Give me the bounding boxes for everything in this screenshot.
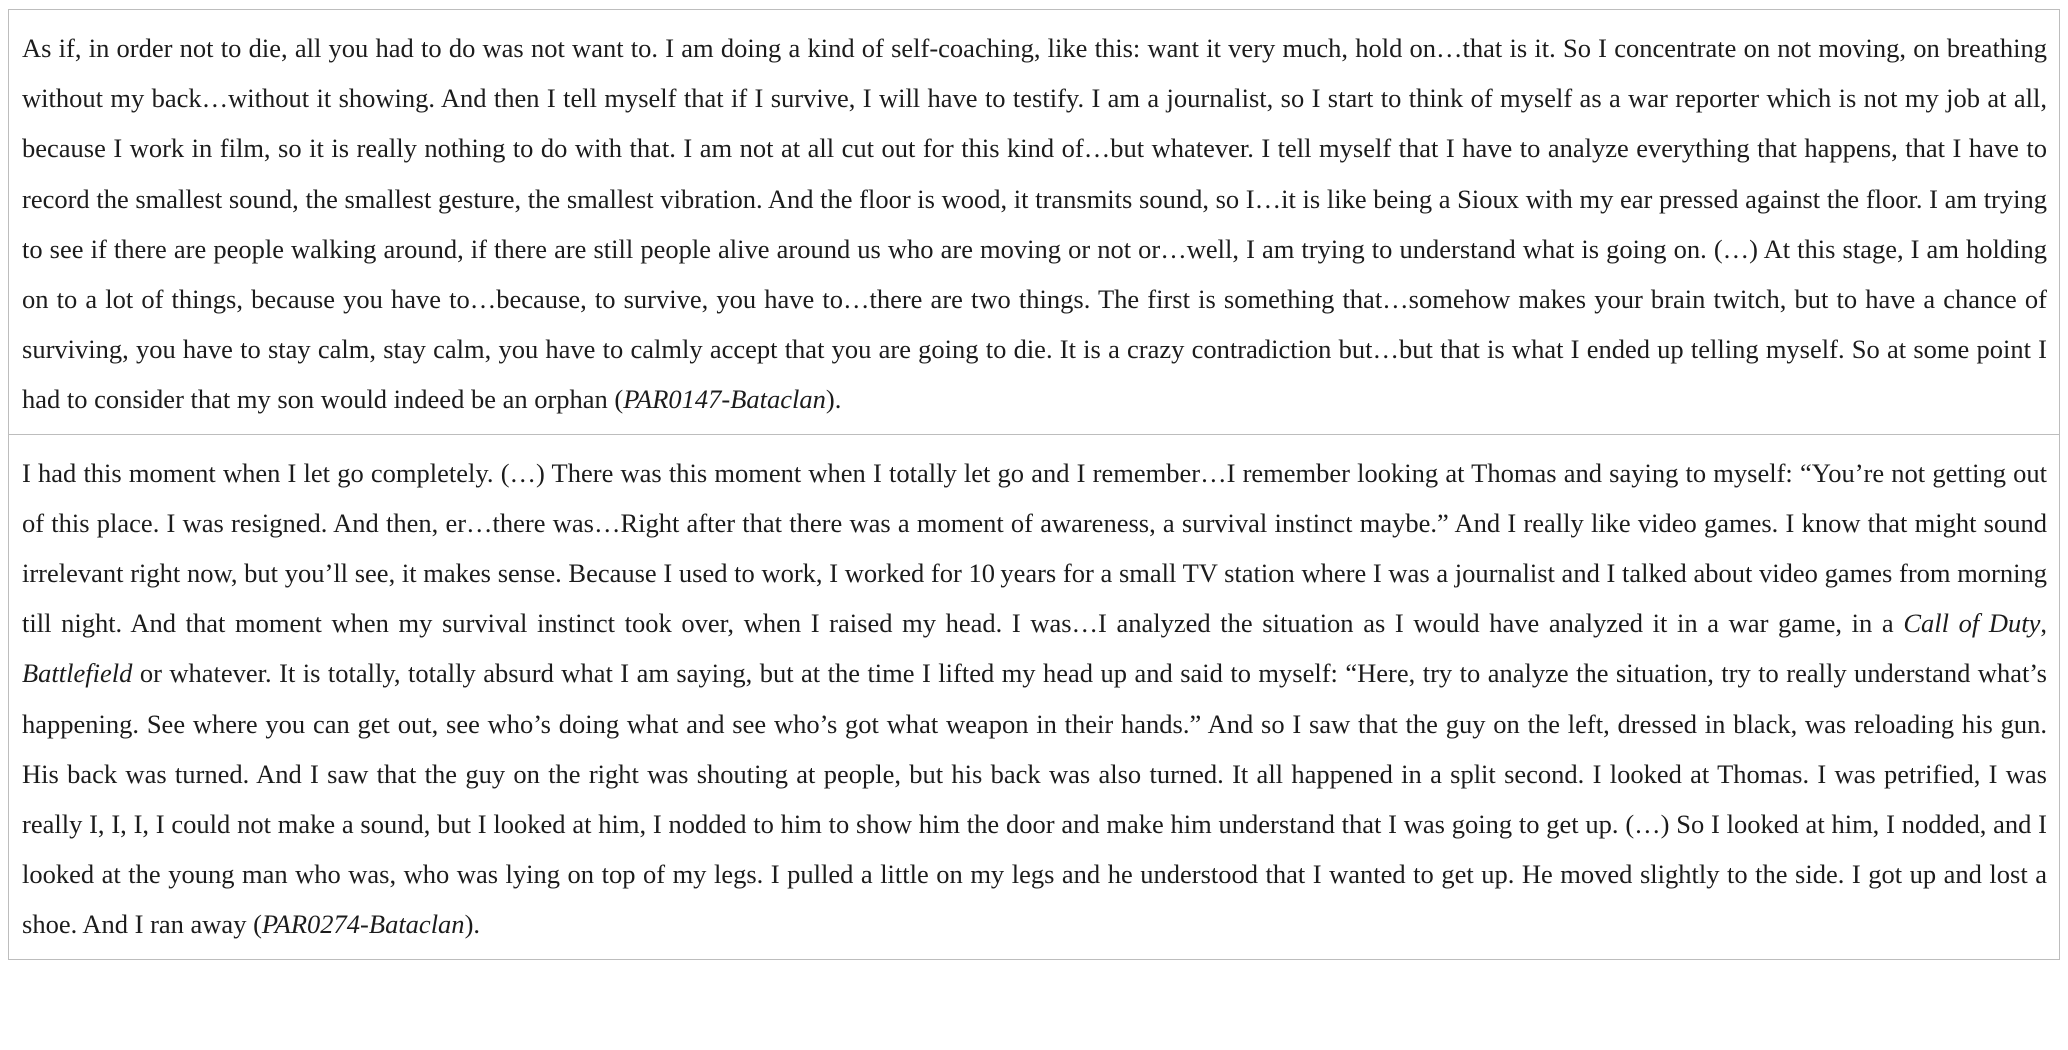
quote-segment: ). bbox=[825, 384, 842, 415]
game-title-call-of-duty: Call of Duty bbox=[1903, 608, 2041, 639]
quote-source-code: PAR0147-Bataclan bbox=[623, 384, 826, 415]
quote-table bbox=[8, 9, 2060, 960]
quote-text-1 bbox=[22, 23, 2047, 425]
quote-segment: As if, in order not to die, all you had to do was not want to. I am doing a kind of self-coaching, like this: want it very much, hold on…that is it. So I concentrate on not moving, on breathing without my back…without it showing. And then I tell myself that if I survive, I will have to testify. I am a journalist, so I start to think of myself as a war reporter which is not my job at all, because I work in film, so it is really nothing to do with that. I am not at all cut out for this kind of…but whatever. I tell myself that I have to analyze everything that happens, that I have to record the smallest sound, the smallest gesture, the smallest vibration. And the floor is wood, it transmits sound, so I…it is like being a Sioux with my ear pressed against the floor. I am trying to see if there are people walking around, if there are still people alive around us who are moving or not or…well, I am trying to understand what is going on. (…) At this stage, I am holding on to a lot of things, because you have to…because, to survive, you have to…there are two things. The first is something that…somehow makes your brain twitch, but to have a chance of surviving, you have to stay calm, stay calm, you have to calmly accept that you are going to die. It is a crazy contradiction but…but that is what I ended up telling myself. So at some point I had to consider that my son would indeed be an orphan ( bbox=[22, 33, 2047, 415]
quote-segment: ). bbox=[464, 909, 481, 940]
quote-segment: I had this moment when I let go completely. (…) There was this moment when I totally let go and I remember…I remember looking at Thomas and saying to myself: “You’re not getting out of this place. I was resigned. And then, er…there was…Right after that there was a moment of awareness, a survival instinct maybe.” And I really like video games. I know that might sound irrelevant right now, but you’ll see, it makes sense. Because I used to work, I worked for 10 years for a small TV station where I was a journalist and I talked about video games from morning till night. And that moment when my survival instinct took over, when I raised my head. I was…I analyzed the situation as I would have analyzed it in a war game, in a bbox=[22, 457, 2047, 639]
game-title-battlefield: Battlefield bbox=[22, 658, 133, 689]
quote-segment: or whatever. It is totally, totally absurd what I am saying, but at the time I lifted my head up and said to myself: “Here, try to analyze the situation, try to really understand what’s happening. See where you can get out, see who’s doing what and see who’s got what weapon in their hands.” And so I saw that the guy on the left, dressed in black, was reloading his gun. His back was turned. And I saw that the guy on the right was shouting at people, but his back was also turned. It all happened in a split second. I looked at Thomas. I was petrified, I was really I, I, I, I could not make a sound, but I looked at him, I nodded to him to show him the door and make him understand that I was going to get up. (…) So I looked at him, I nodded, and I looked at the young man who was, who was lying on top of my legs. I pulled a little on my legs and he understood that I wanted to get up. He moved slightly to the side. I got up and lost a shoe. And I ran away ( bbox=[22, 658, 2047, 940]
quote-text-2 bbox=[22, 448, 2047, 950]
quote-row-1 bbox=[9, 10, 2059, 434]
quote-source-code: PAR0274-Bataclan bbox=[261, 909, 465, 940]
quote-row-2 bbox=[9, 434, 2059, 959]
quote-segment: , bbox=[2040, 608, 2047, 639]
